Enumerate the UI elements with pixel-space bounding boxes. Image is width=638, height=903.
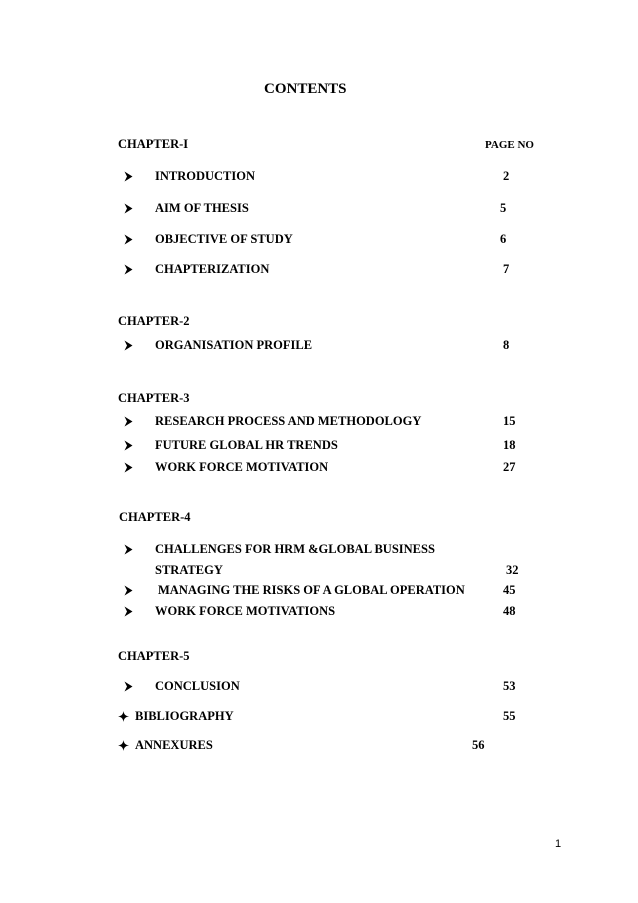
arrow-bullet-icon — [124, 203, 133, 214]
arrow-bullet-icon — [124, 440, 133, 451]
toc-item-page: 32 — [506, 563, 519, 577]
toc-item-page: 53 — [503, 679, 516, 693]
toc-item-label: AIM OF THESIS — [155, 201, 249, 215]
page-no-header: PAGE NO — [485, 139, 534, 151]
toc-item-page: 48 — [503, 604, 516, 618]
toc-item-page: 18 — [503, 438, 516, 452]
toc-item-label-continued: STRATEGY — [155, 563, 223, 577]
toc-item-label: FUTURE GLOBAL HR TRENDS — [155, 438, 338, 452]
toc-item-label: CHAPTERIZATION — [155, 262, 270, 276]
arrow-bullet-icon — [124, 681, 133, 692]
toc-item-label: RESEARCH PROCESS AND METHODOLOGY — [155, 414, 422, 428]
toc-item-page: 7 — [503, 262, 510, 276]
arrow-bullet-icon — [124, 544, 133, 555]
arrow-bullet-icon — [124, 462, 133, 473]
chapter-heading-5: CHAPTER-5 — [118, 649, 190, 663]
toc-item-page: 15 — [503, 414, 516, 428]
page-number: 1 — [555, 838, 562, 850]
chapter-heading-4: CHAPTER-4 — [119, 510, 191, 524]
chapter-heading-3: CHAPTER-3 — [118, 391, 190, 405]
arrow-bullet-icon — [124, 340, 133, 351]
toc-item-label: MANAGING THE RISKS OF A GLOBAL OPERATION — [158, 583, 465, 597]
toc-extra-label: BIBLIOGRAPHY — [135, 709, 234, 723]
toc-item-page: 45 — [503, 583, 516, 597]
page-title: CONTENTS — [264, 81, 347, 97]
arrow-bullet-icon — [124, 606, 133, 617]
arrow-bullet-icon — [124, 171, 133, 182]
toc-extra-page: 55 — [503, 709, 516, 723]
toc-item-page: 27 — [503, 460, 516, 474]
diamond-bullet-icon — [118, 740, 129, 751]
toc-item-label: WORK FORCE MOTIVATION — [155, 460, 329, 474]
arrow-bullet-icon — [124, 416, 133, 427]
toc-item-page: 2 — [503, 169, 510, 183]
chapter-heading-2: CHAPTER-2 — [118, 314, 190, 328]
toc-item-label: CHALLENGES FOR HRM &GLOBAL BUSINESS — [155, 542, 435, 556]
toc-item-label: WORK FORCE MOTIVATIONS — [155, 604, 336, 618]
toc-item-label: CONCLUSION — [155, 679, 240, 693]
toc-item-label: OBJECTIVE OF STUDY — [155, 232, 293, 246]
diamond-bullet-icon — [118, 711, 129, 722]
toc-item-page: 6 — [500, 232, 507, 246]
arrow-bullet-icon — [124, 234, 133, 245]
toc-extra-label: ANNEXURES — [135, 738, 213, 752]
toc-item-label: ORGANISATION PROFILE — [155, 338, 313, 352]
chapter-heading-1: CHAPTER-I — [118, 137, 189, 151]
toc-item-page: 5 — [500, 201, 507, 215]
arrow-bullet-icon — [124, 585, 133, 596]
arrow-bullet-icon — [124, 264, 133, 275]
toc-item-page: 8 — [503, 338, 510, 352]
toc-item-label: INTRODUCTION — [155, 169, 256, 183]
toc-extra-page: 56 — [472, 738, 485, 752]
